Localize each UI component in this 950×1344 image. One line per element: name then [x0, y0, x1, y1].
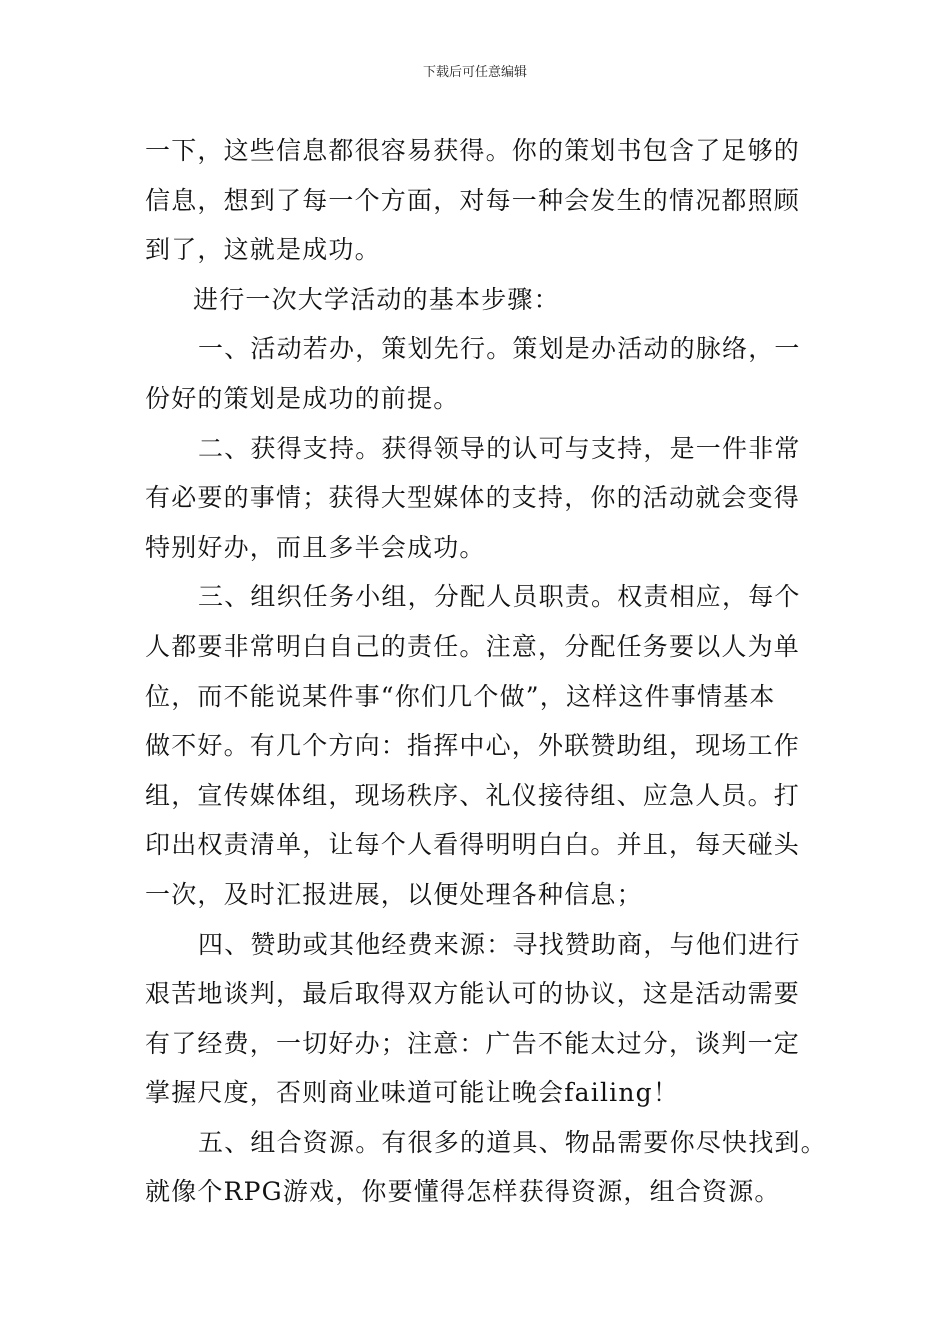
- step-1-start: 一、活动若办，策划先行。策划是办活动的脉络，一: [198, 334, 801, 364]
- text-line: 掌握尺度，否则商业味道可能让晚会failing！: [145, 1078, 680, 1108]
- step-3-start: 三、组织任务小组，分配人员职责。权责相应，每个: [198, 582, 801, 612]
- text-line: 一下，这些信息都很容易获得。你的策划书包含了足够的: [145, 136, 801, 165]
- step-2-start: 二、获得支持。获得领导的认可与支持，是一件非常: [198, 433, 801, 463]
- document-body: [145, 126, 827, 1217]
- text-line: 有必要的事情；获得大型媒体的支持，你的活动就会变得: [145, 483, 801, 513]
- text-line: 位，而不能说某件事“你们几个做”，这样这件事情基本: [145, 681, 776, 711]
- text-line: 做不好。有几个方向：指挥中心，外联赞助组，现场工作: [145, 731, 801, 761]
- text-line: 艰苦地谈判，最后取得双方能认可的协议，这是活动需要: [145, 979, 801, 1009]
- step-4-start: 四、赞助或其他经费来源：寻找赞助商，与他们进行: [198, 929, 801, 959]
- text-line: 特别好办，而且多半会成功。: [145, 532, 486, 562]
- text-line: 份好的策划是成功的前提。: [145, 383, 460, 413]
- text-line: 就像个RPG游戏，你要懂得怎样获得资源，组合资源。: [145, 1177, 781, 1207]
- text-line: 有了经费，一切好办；注意：广告不能太过分，谈判一定: [145, 1028, 801, 1058]
- text-line: 人都要非常明白自己的责任。注意，分配任务要以人为单: [145, 631, 801, 661]
- text-line: 到了，这就是成功。: [145, 235, 381, 265]
- step-5-start: 五、组合资源。有很多的道具、物品需要你尽快找到。: [198, 1127, 827, 1157]
- text-line: 一次，及时汇报进展，以便处理各种信息；: [145, 879, 643, 909]
- text-line: 组，宣传媒体组，现场秩序、礼仪接待组、应急人员。打: [145, 780, 801, 810]
- text-line: 信息，想到了每一个方面，对每一种会发生的情况都照顾: [145, 185, 801, 215]
- text-line: 印出权责清单，让每个人看得明明白白。并且，每天碰头: [145, 830, 801, 860]
- section-heading: 进行一次大学活动的基本步骤：: [193, 284, 560, 314]
- page-header-note: 下载后可任意编辑: [422, 65, 527, 80]
